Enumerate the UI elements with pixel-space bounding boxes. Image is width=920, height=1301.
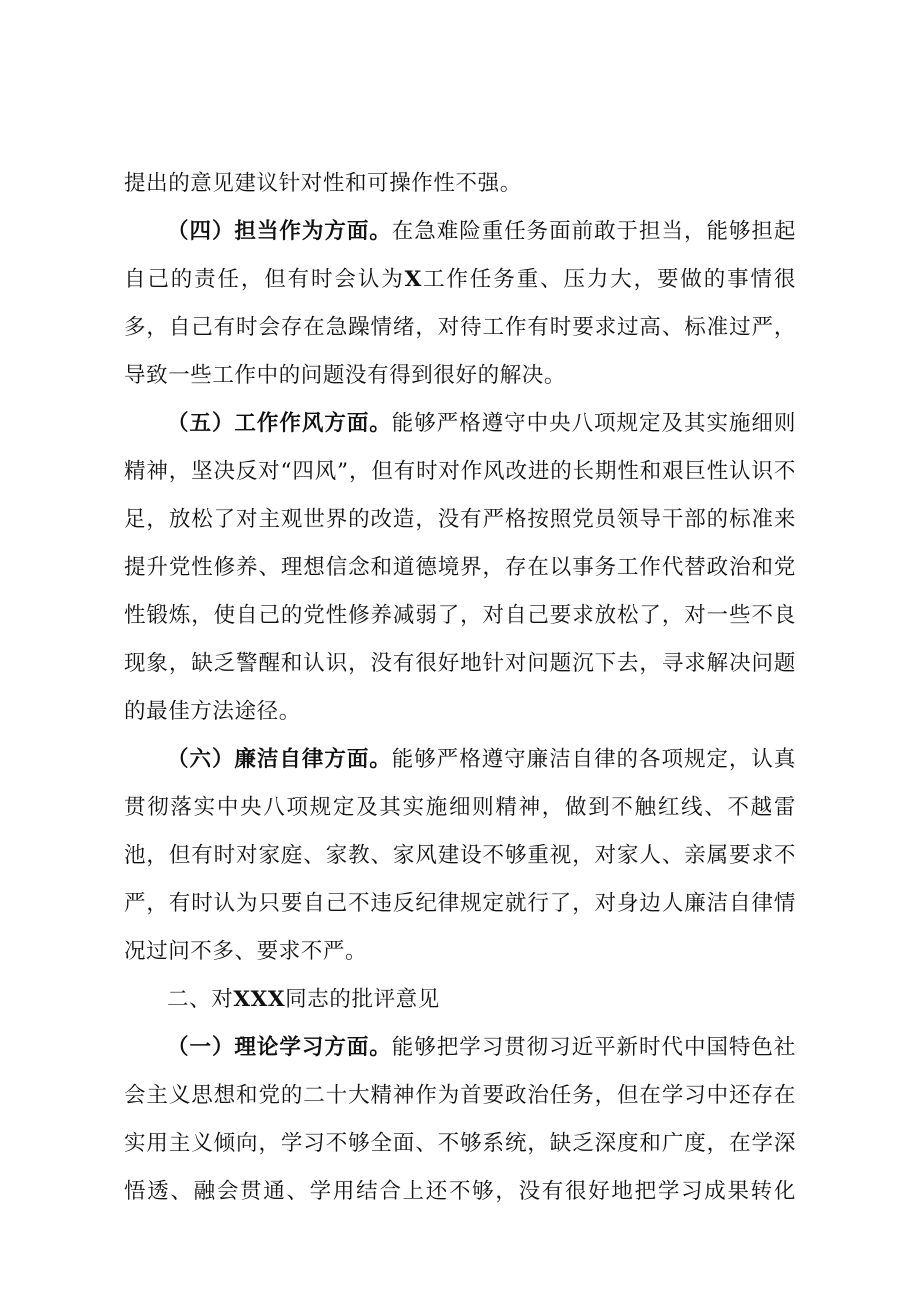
paragraph-body: 能够把学习贯彻习近平新时代中国特色社会主义思想和党的二十大精神作为首要政治任务，但在学习中还存在实用主义倾向，学习不够全面、不够系统，缺乏深度和广度，在学深悟透、融会贯通、学用结合上还不够，没有很好地把学习成果转化 bbox=[124, 1035, 796, 1204]
paragraph-theory-study bbox=[124, 1024, 796, 1216]
paragraph-integrity bbox=[124, 736, 796, 976]
section-name: XXX bbox=[233, 987, 286, 1012]
paragraph-work-style bbox=[124, 400, 796, 736]
paragraph-body: 在急难险重任务面前敢于担当，能够担起自己的责任，但有时会认为 bbox=[124, 219, 796, 292]
paragraph-heading: （五）工作作风方面。 bbox=[167, 411, 392, 436]
paragraph-continuation: 提出的意见建议针对性和可操作性不强。 bbox=[124, 171, 522, 196]
section-prefix: 二、对 bbox=[167, 987, 234, 1012]
section-title bbox=[124, 976, 796, 1024]
placeholder-x: X bbox=[404, 267, 422, 292]
paragraph-heading: （四）担当作为方面。 bbox=[167, 219, 392, 244]
section-suffix: 同志的批评意见 bbox=[285, 987, 440, 1012]
paragraph-body: 能够严格遵守廉洁自律的各项规定，认真贯彻落实中央八项规定及其实施细则精神，做到不触红线、不越雷池，但有时对家庭、家教、家风建设不够重视，对家人、亲属要求不严，有时认为只要自己不违反纪律规定就行了，对身边人廉洁自律情况过问不多、要求不严。 bbox=[124, 747, 796, 964]
paragraph-body: 能够严格遵守中央八项规定及其实施细则精神，坚决反对“四风”，但有时对作风改进的长期性和艰巨性认识不足，放松了对主观世界的改造，没有严格按照党员领导干部的标准来提升党性修养、理想信念和道德境界，存在以事务工作代替政治和党性锻炼，使自己的党性修养减弱了，对自己要求放松了，对一些不良现象，缺乏警醒和认识，没有很好地针对问题沉下去，寻求解决问题的最佳方法途径。 bbox=[124, 411, 796, 724]
paragraph-heading: （一）理论学习方面。 bbox=[167, 1035, 392, 1060]
document-page bbox=[124, 160, 796, 1216]
paragraph-heading: （六）廉洁自律方面。 bbox=[167, 747, 392, 772]
paragraph-body: 工作任务重、压力大，要做的事情很多，自己有时会存在急躁情绪，对待工作有时要求过高、标准过严，导致一些工作中的问题没有得到很好的解决。 bbox=[124, 267, 797, 388]
paragraph-responsibility bbox=[124, 208, 796, 400]
